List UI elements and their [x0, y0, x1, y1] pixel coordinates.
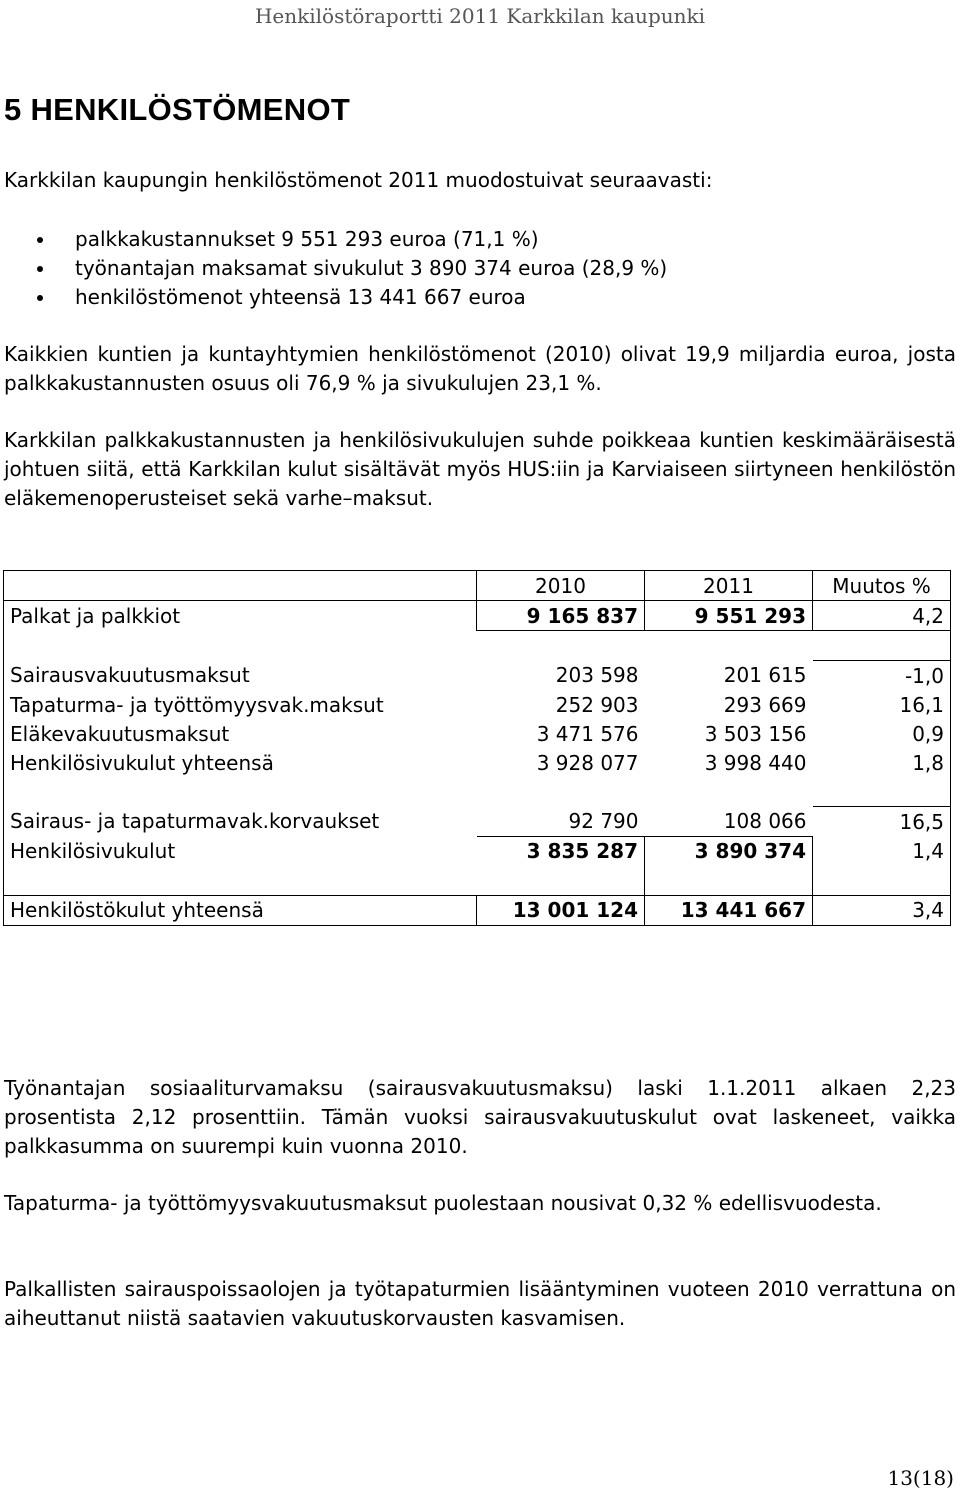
value-2011: 3 998 440 [704, 750, 807, 775]
header-change: Muutos % [813, 571, 951, 601]
value-change: 0,9 [813, 719, 951, 748]
value-2011: 9 551 293 [645, 601, 813, 631]
bullet-icon [37, 295, 43, 301]
table-row [4, 895, 951, 925]
value-2010: 3 471 576 [536, 721, 639, 746]
value-change: 1,4 [813, 836, 951, 866]
value-2010: 3 928 077 [536, 750, 639, 775]
table-row [4, 661, 951, 691]
row-label: Henkilöstökulut yhteensä [4, 895, 477, 925]
cost-breakdown-list [4, 225, 667, 312]
value-change: 3,4 [813, 895, 951, 925]
page-title: 5 HENKILÖSTÖMENOT [4, 92, 351, 127]
value-2011: 13 441 667 [645, 895, 813, 925]
row-label: Sairausvakuutusmaksut [4, 661, 477, 691]
table-row [4, 748, 951, 777]
bullet-icon [37, 237, 43, 243]
intro-text: Karkkilan kaupungin henkilöstömenot 2011 muodostuivat seuraavasti: [4, 168, 713, 192]
bullet-icon [37, 266, 43, 272]
table-row [4, 690, 951, 719]
row-label: Henkilösivukulut yhteensä [4, 748, 477, 777]
row-label: Sairaus- ja tapaturmavak.korvaukset [4, 807, 477, 837]
list-item-text: henkilöstömenot yhteensä 13 441 667 euroa [75, 285, 526, 309]
spacer-row [4, 777, 951, 807]
value-2010: 92 790 [568, 809, 639, 833]
header-2011: 2011 [645, 571, 813, 601]
row-label: Tapaturma- ja työttömyysvak.maksut [4, 690, 477, 719]
running-header: Henkilöstöraportti 2011 Karkkilan kaupunki [254, 4, 706, 28]
list-item [4, 283, 667, 312]
value-2011: 108 066 [723, 809, 807, 833]
value-2010: 9 165 837 [477, 601, 645, 631]
value-change: -1,0 [813, 661, 951, 691]
value-2010: 3 835 287 [477, 836, 645, 866]
value-2010: 203 598 [555, 663, 639, 688]
value-change: 4,2 [813, 601, 951, 631]
table-row [4, 836, 951, 866]
value-2011: 201 615 [723, 663, 807, 688]
list-item-text: työnantajan maksamat sivukulut 3 890 374 euroa (28,9 %) [75, 256, 668, 280]
row-label: Eläkevakuutusmaksut [4, 719, 477, 748]
spacer-row [4, 866, 951, 896]
value-2010: 252 903 [555, 692, 639, 717]
table-row [4, 719, 951, 748]
row-label: Henkilösivukulut [4, 836, 477, 866]
value-change: 1,8 [813, 748, 951, 777]
table-row [4, 807, 951, 837]
value-change: 16,5 [813, 807, 951, 837]
paragraph-karkkila-difference: Karkkilan palkkakustannusten ja henkilösivukulujen suhde poikkeaa kuntien keskimääräisestä johtuen siitä, että Karkkilan kulut sisältävät myös HUS:iin ja Karviaiseen siirtyneen henkilöstön eläkemenoperusteiset sekä varhe–maksut. [4, 428, 956, 510]
spacer-row [4, 631, 951, 661]
list-item-text: palkkakustannukset 9 551 293 euroa (71,1 %) [75, 227, 539, 251]
header-label-cell [4, 571, 477, 601]
row-label: Palkat ja palkkiot [4, 601, 477, 631]
paragraph-sick-leave: Palkallisten sairauspoissaolojen ja työtapaturmien lisääntyminen vuoteen 2010 verrattuna on aiheuttanut niistä saatavien vakuutuskorvausten kasvamisen. [4, 1277, 956, 1330]
value-2011: 3 503 156 [704, 721, 807, 746]
list-item [4, 225, 667, 254]
paragraph-social-security: Työnantajan sosiaaliturvamaksu (sairausvakuutusmaksu) laski 1.1.2011 alkaen 2,23 prosentista 2,12 prosenttiin. Tämän vuoksi sairausvakuutuskulut ovat laskeneet, vaikka palkkasumma on suurempi kuin vuonna 2010. [4, 1076, 956, 1158]
value-2010: 13 001 124 [477, 895, 645, 925]
value-change: 16,1 [813, 690, 951, 719]
paragraph-accident-insurance: Tapaturma- ja työttömyysvakuutusmaksut puolestaan nousivat 0,32 % edellisvuodesta. [4, 1191, 882, 1215]
table-row [4, 601, 951, 631]
page-number: 13(18) [887, 1466, 954, 1490]
table-header-row [4, 571, 951, 601]
value-2011: 3 890 374 [645, 836, 813, 866]
paragraph-national-comparison: Kaikkien kuntien ja kuntayhtymien henkilöstömenot (2010) olivat 19,9 miljardia euroa, josta palkkakustannusten osuus oli 76,9 % ja sivukulujen 23,1 %. [4, 342, 956, 395]
value-2011: 293 669 [723, 692, 807, 717]
personnel-costs-table [3, 570, 951, 926]
header-2010: 2010 [477, 571, 645, 601]
list-item [4, 254, 667, 283]
